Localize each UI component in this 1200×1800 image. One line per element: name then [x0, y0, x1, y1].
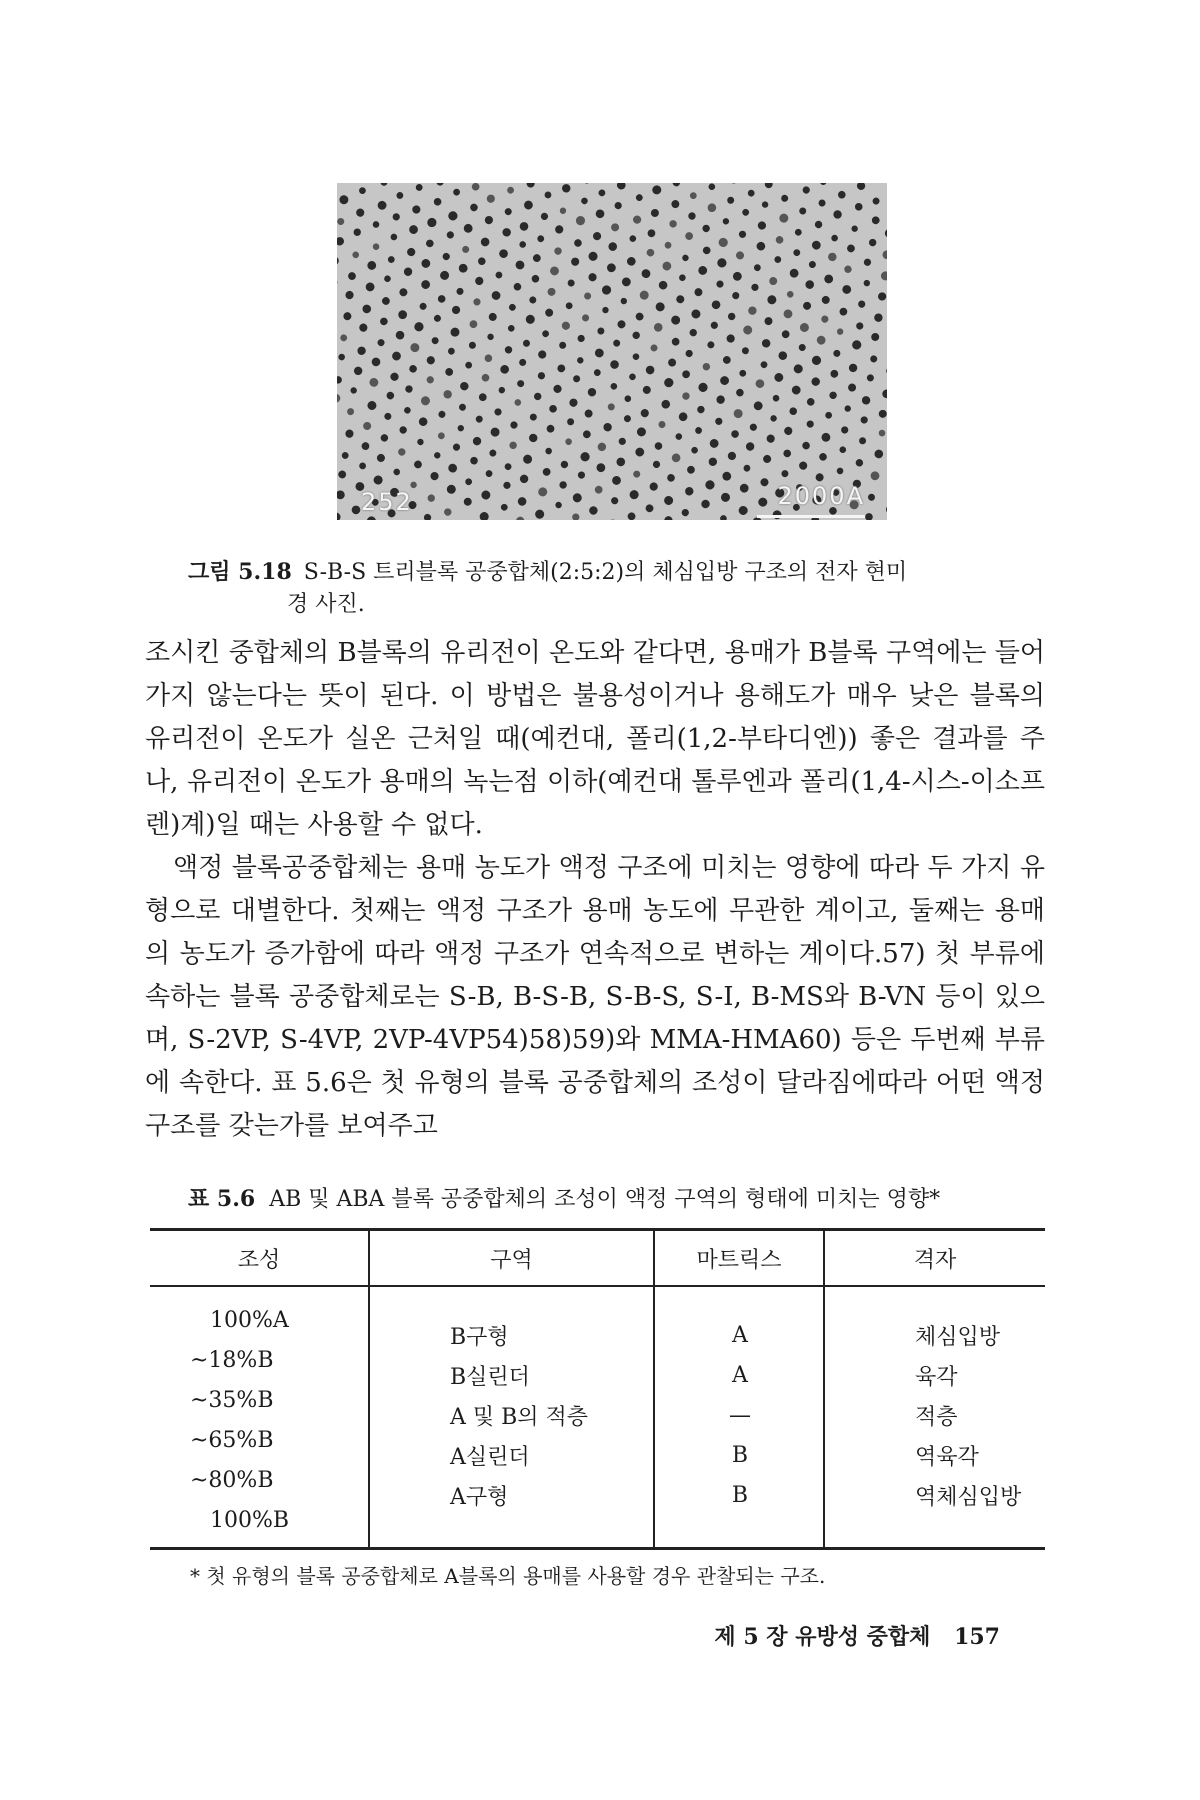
composition-value: ~35%B [190, 1388, 274, 1413]
header-lattice: 격자 [913, 1247, 957, 1273]
table-number: 표 5.6 [188, 1186, 256, 1212]
table-row [150, 1355, 1045, 1395]
matrix-cell: — [729, 1402, 751, 1428]
table-row [150, 1315, 1045, 1355]
scale-bar [757, 515, 865, 518]
page-number: 157 [954, 1624, 1000, 1650]
table-title-text: AB 및 ABA 블록 공중합체의 조성이 액정 구역의 형태에 미치는 영향* [269, 1187, 941, 1212]
micrograph-figure [337, 183, 887, 520]
lattice-cell: 역체심입방 [915, 1484, 1022, 1510]
header-region: 구역 [370, 1231, 655, 1285]
lattice-cell: 역육각 [915, 1444, 979, 1470]
table-header-row [150, 1231, 1045, 1287]
page-footer [714, 1620, 1000, 1651]
caption-line1: S-B-S 트리블록 공중합체(2:5:2)의 체심입방 구조의 전자 현미 [303, 560, 908, 585]
composition-value: 100%A [210, 1308, 289, 1333]
lattice-cell: 육각 [915, 1364, 958, 1390]
region-cell: A 및 B의 적층 [450, 1404, 589, 1430]
region-cell: A구형 [450, 1484, 509, 1510]
composition-table [150, 1228, 1045, 1550]
table-row [150, 1395, 1045, 1435]
composition-value: ~18%B [190, 1348, 274, 1373]
composition-value: 100%B [210, 1508, 290, 1533]
composition-value: ~65%B [190, 1428, 274, 1453]
matrix-cell: A [732, 1362, 748, 1388]
chapter-title: 제 5 장 유방성 중합체 [714, 1624, 931, 1650]
lattice-cell: 체심입방 [915, 1324, 1001, 1350]
figure-number: 그림 5.18 [188, 559, 292, 585]
composition-value: ~80%B [190, 1468, 274, 1493]
matrix-cell: B [731, 1482, 749, 1508]
caption-line2: 경 사진. [287, 592, 365, 617]
matrix-cell: A [732, 1322, 748, 1348]
region-cell: B실린더 [450, 1364, 530, 1390]
paragraph: 조시킨 중합체의 B블록의 유리전이 온도와 같다면, 용매가 B블록 구역에는 들어가지 않는다는 뜻이 된다. 이 방법은 불용성이거나 용해도가 매우 낮은 블록의 유리전이 온도가 실온 근처일 때(예컨대, 폴리(1,2-부타디엔)) 좋은 결과를 주나, 유리전이 온도가 용매의 녹는점 이하(예컨대 톨루엔과 폴리(1,4-시스-이소프렌)계)일 때는 사용할 수 없다. [145, 638, 1045, 840]
table-row [150, 1475, 1045, 1515]
matrix-cell: B [731, 1442, 749, 1468]
micrograph-image [337, 183, 887, 520]
paragraph: 액정 블록공중합체는 용매 농도가 액정 구조에 미치는 영향에 따라 두 가지 유형으로 대별한다. 첫째는 액정 구조가 용매 농도에 무관한 계이고, 둘째는 용매의 농도가 증가함에 따라 액정 구조가 연속적으로 변하는 계이다.57) 첫 부류에 속하는 블록 공중합체로는 S-B, B-S-B, S-B-S, S-I, B-MS와 B-VN 등이 있으며, S-2VP, S-4VP, 2VP-4VP54)58)59)와 MMA-HMA60) 등은 두번째 부류에 속한다. 표 5.6은 첫 유형의 블록 공중합체의 조성이 달라짐에따라 어떤 액정 구조를 갖는가를 보여주고 [145, 853, 1045, 1141]
body-text [145, 632, 1045, 1148]
header-matrix: 마트릭스 [655, 1231, 825, 1285]
region-cell: B구형 [450, 1324, 509, 1350]
header-composition: 조성 [150, 1231, 370, 1285]
table-title [188, 1182, 1048, 1213]
figure-caption [188, 556, 1038, 621]
lattice-cell: 적층 [915, 1404, 958, 1430]
micrograph-label: 252 [361, 488, 413, 516]
table-footnote: * 첫 유형의 블록 공중합체로 A블록의 용매를 사용할 경우 관찰되는 구조. [190, 1564, 826, 1588]
table-row [150, 1435, 1045, 1475]
table-body [150, 1315, 1045, 1515]
scale-label: 2000A [777, 482, 865, 510]
region-cell: A실린더 [450, 1444, 530, 1470]
